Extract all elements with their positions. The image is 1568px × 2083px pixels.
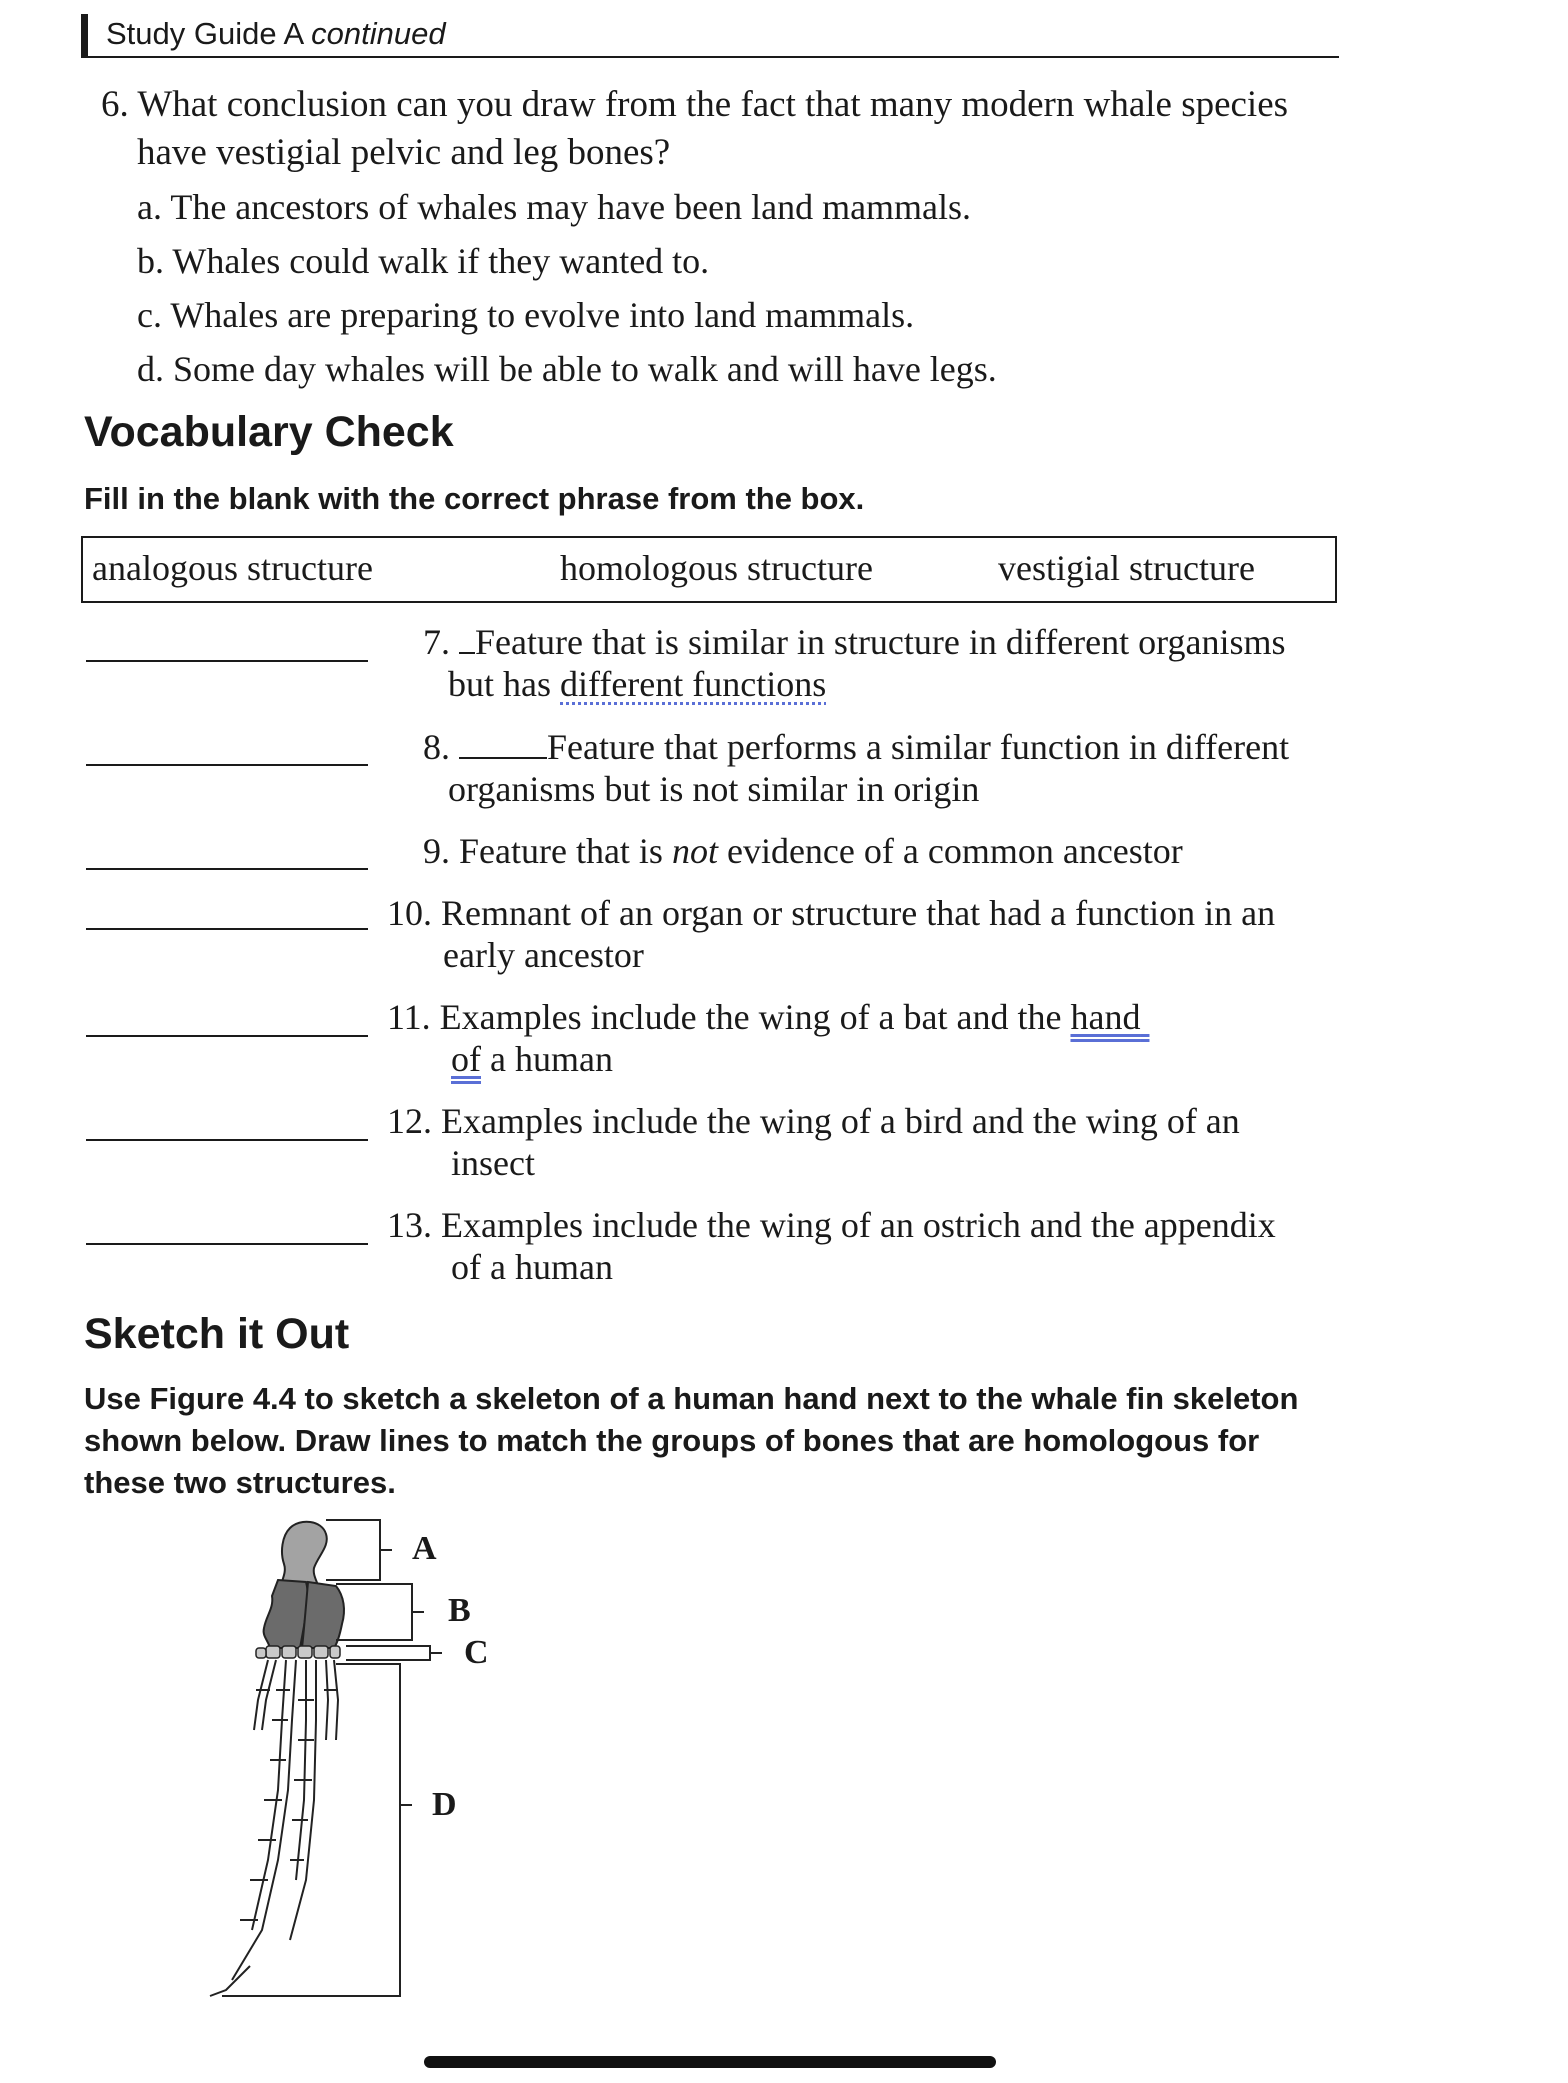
q9-line-1 (423, 830, 1183, 872)
label-a: A (412, 1530, 437, 1567)
page-header (106, 16, 446, 52)
q8-line-1 (423, 726, 1289, 768)
answer-blank-10[interactable] (86, 928, 368, 930)
vocab-instruction: Fill in the blank with the correct phrase from the box. (84, 481, 865, 516)
answer-blank-11[interactable] (86, 1035, 368, 1037)
q13-line-1: 13. Examples include the wing of an ostrich and the appendix (387, 1205, 1276, 1245)
q12-line-1: 12. Examples include the wing of a bird and the wing of an (387, 1101, 1240, 1141)
q11-text-b1: of (451, 1039, 481, 1079)
q11-line-1 (387, 996, 1184, 1038)
q7-line-2 (448, 663, 826, 705)
header-title: Study Guide A (106, 16, 303, 51)
q7-text-a: Feature that is similar in structure in different organisms (475, 622, 1286, 662)
q9-text-post: evidence of a common ancestor (717, 831, 1183, 871)
q12-line-2: insect (451, 1143, 535, 1183)
q13-line-2: of a human (451, 1247, 613, 1287)
term-homologous: homologous structure (560, 548, 873, 588)
q6-option-a[interactable]: a. The ancestors of whales may have been land mammals. (137, 187, 972, 227)
term-vestigial: vestigial structure (998, 548, 1255, 588)
q11-line-2 (451, 1038, 613, 1080)
q7-number: 7. (423, 622, 450, 662)
whale-fin-figure (180, 1500, 580, 2000)
q7-text-b2: different functions (560, 664, 827, 704)
home-indicator[interactable] (424, 2056, 996, 2068)
carpal-bones (256, 1646, 340, 1658)
q10-line-1: 10. Remnant of an organ or structure that had a function in an (387, 893, 1276, 933)
q7-inline-blank (459, 652, 475, 654)
q6-line-2: have vestigial pelvic and leg bones? (137, 132, 671, 173)
answer-blank-8[interactable] (86, 764, 368, 766)
q6-option-d[interactable]: d. Some day whales will be able to walk and will have legs. (137, 349, 997, 389)
q11-text-a1: 11. Examples include the wing of a bat and the (387, 997, 1071, 1037)
q9-text-em: not (671, 831, 718, 871)
q6-option-b[interactable]: b. Whales could walk if they wanted to. (137, 241, 710, 281)
q7-text-b1: but has (448, 664, 560, 704)
q11-text-b2: a human (481, 1039, 613, 1079)
ulna-bone (302, 1582, 344, 1648)
label-b: B (448, 1592, 471, 1629)
q10-line-2: early ancestor (443, 935, 644, 975)
header-subtitle: continued (311, 16, 446, 51)
q9-text-pre: 9. Feature that is (423, 831, 672, 871)
vocab-heading: Vocabulary Check (84, 408, 454, 456)
phalanges (210, 1660, 338, 1996)
sketch-heading: Sketch it Out (84, 1310, 350, 1358)
q6-line-1: 6. What conclusion can you draw from the fact that many modern whale species (101, 84, 1289, 125)
header-bar (81, 14, 88, 58)
label-d: D (432, 1786, 457, 1823)
header-rule (81, 56, 1339, 58)
q8-text-a: Feature that performs a similar function in different (547, 727, 1290, 767)
sketch-instruction-line-2: shown below. Draw lines to match the groups of bones that are homologous for (84, 1423, 1260, 1458)
q6-option-c[interactable]: c. Whales are preparing to evolve into land mammals. (137, 295, 915, 335)
answer-blank-13[interactable] (86, 1243, 368, 1245)
q8-line-2: organisms but is not similar in origin (448, 769, 980, 809)
answer-blank-9[interactable] (86, 868, 368, 870)
answer-blank-12[interactable] (86, 1139, 368, 1141)
q11-underline-tail (1140, 996, 1184, 1038)
radius-bone (264, 1580, 308, 1648)
term-analogous: analogous structure (92, 548, 373, 588)
sketch-instruction-line-1: Use Figure 4.4 to sketch a skeleton of a human hand next to the whale fin skeleton (84, 1381, 1299, 1416)
q7-line-1 (423, 621, 1286, 663)
sketch-instruction-line-3: these two structures. (84, 1465, 396, 1500)
label-c: C (464, 1634, 489, 1671)
answer-blank-7[interactable] (86, 660, 368, 662)
q8-inline-blank (459, 757, 547, 759)
q11-text-a2: hand (1070, 997, 1141, 1037)
q8-number: 8. (423, 727, 450, 767)
